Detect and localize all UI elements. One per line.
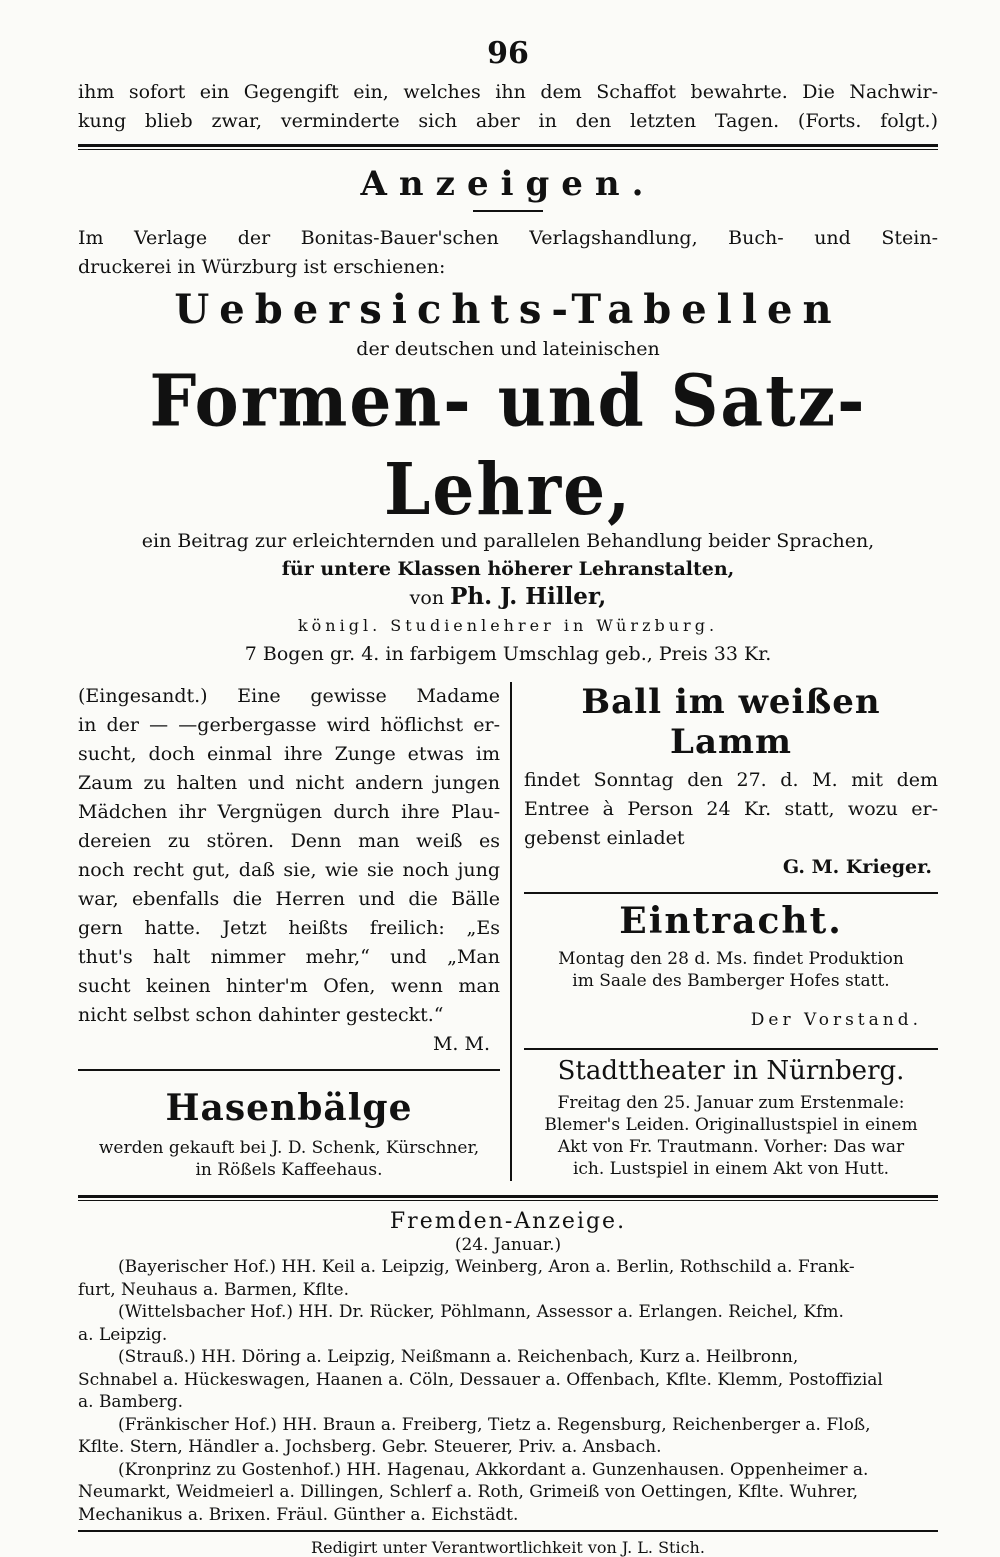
eingesandt-line: dereien zu stören. Denn man weiß es: [78, 830, 500, 852]
stadttheater-line: Akt von Fr. Trautmann. Vorher: Das war: [557, 1137, 905, 1157]
ball-line: Entree à Person 24 Kr. statt, wozu er-: [524, 798, 938, 820]
eingesandt-line: Zaum zu halten und nicht andern jungen: [78, 772, 500, 794]
newspaper-page: [78, 30, 938, 1557]
hasenbaelge-line: in Rößels Kaffeehaus.: [195, 1160, 383, 1180]
fremden-entry-line: (Bayerischer Hof.) HH. Keil a. Leipzig, Weinberg, Aron a. Berlin, Rothschild a. Frank-: [118, 1257, 855, 1277]
ball-signature: G. M. Krieger.: [782, 856, 932, 878]
fremden-entry-line: Kflte. Stern, Händler a. Jochsberg. Gebr. Steuerer, Priv. a. Ansbach.: [78, 1437, 662, 1457]
fremden-heading: Fremden-Anzeige.: [389, 1209, 627, 1234]
divider: [78, 144, 938, 150]
eingesandt-line: thut's halt nimmer mehr,“ und „Man: [78, 946, 500, 968]
verlag-line: druckerei in Würzburg ist erschienen:: [78, 256, 446, 278]
book-title-main: Formen- und Satz-Lehre,: [149, 358, 867, 532]
book-subtitle: ein Beitrag zur erleichternden und parallelen Behandlung beider Sprachen,: [141, 530, 875, 552]
hasenbaelge-heading: Hasenbälge: [165, 1087, 413, 1129]
book-author-line: [78, 583, 938, 612]
eingesandt-line: nicht selbst schon dahinter gesteckt.“: [78, 1004, 444, 1026]
author-prefix: von: [409, 587, 445, 609]
ball-line: gebenst einladet: [524, 827, 685, 849]
fremden-entry-line: a. Leipzig.: [78, 1324, 168, 1345]
editor-footer: Redigirt unter Verantwortlichkeit von J. L. Stich.: [311, 1538, 705, 1557]
book-title-line2: der deutschen und lateinischen: [356, 338, 660, 360]
eingesandt-line: in der — —gerbergasse wird höflichst er-: [78, 714, 500, 736]
fremden-entry-line: (Fränkischer Hof.) HH. Braun a. Freiberg, Tietz a. Regensburg, Reichenberger a. Floß,: [118, 1414, 871, 1435]
eintracht-signature: Der Vorstand.: [750, 1010, 922, 1030]
stadttheater-line: Blemer's Leiden. Originallustspiel in einem: [544, 1115, 918, 1135]
fremden-entry-line: Neumarkt, Weidmeierl a. Dillingen, Schlerf a. Roth, Grimeiß von Oettingen, Kflte. Wuhrer,: [78, 1482, 859, 1502]
eintracht-line: im Saale des Bamberger Hofes statt.: [572, 971, 890, 991]
left-column: [78, 682, 510, 1181]
fremden-date: (24. Januar.): [454, 1235, 562, 1255]
eingesandt-line: gern hatte. Jetzt heißts freilich: „Es: [78, 917, 500, 939]
fremden-entry-line: (Kronprinz zu Gostenhof.) HH. Hagenau, Akkordant a. Gunzenhausen. Oppenheimer a.: [118, 1459, 869, 1480]
stadttheater-line: ich. Lustspiel in einem Akt von Hutt.: [572, 1159, 890, 1179]
eingesandt-line: war, ebenfalls die Herren und die Bälle: [78, 888, 500, 910]
intro-line: ihm sofort ein Gegengift ein, welches ihn dem Schaffot bewahrte. Die Nachwir-: [78, 81, 938, 103]
eintracht-heading: Eintracht.: [619, 900, 843, 942]
stadttheater-line: Freitag den 25. Januar zum Erstenmale:: [557, 1093, 905, 1113]
hasenbaelge-line: werden gekauft bei J. D. Schenk, Kürschner,: [98, 1138, 480, 1158]
ball-line: findet Sonntag den 27. d. M. mit dem: [524, 769, 938, 791]
stadttheater-heading: Stadttheater in Nürnberg.: [557, 1056, 905, 1086]
anzeigen-heading: Anzeigen.: [360, 164, 656, 204]
eingesandt-line: Mädchen ihr Vergnügen durch ihre Plau-: [78, 801, 500, 823]
eingesandt-signature: M. M.: [432, 1033, 490, 1055]
fremden-entry-line: (Strauß.) HH. Döring a. Leipzig, Neißmann a. Reichenbach, Kurz a. Heilbronn,: [118, 1347, 799, 1367]
book-subtitle-bold: für untere Klassen höherer Lehranstalten,: [281, 558, 735, 580]
book-price: 7 Bogen gr. 4. in farbigem Umschlag geb., Preis 33 Kr.: [244, 643, 772, 665]
right-column: [510, 682, 938, 1181]
divider: [524, 892, 938, 894]
fremden-entry-line: furt, Neuhaus a. Barmen, Kflte.: [78, 1279, 350, 1300]
divider: [524, 1048, 938, 1050]
verlag-line: Im Verlage der Bonitas-Bauer'schen Verlagshandlung, Buch- und Stein-: [78, 227, 938, 249]
intro-line: kung blieb zwar, verminderte sich aber in den letzten Tagen. (Forts. folgt.): [78, 110, 938, 132]
two-column-ads: [78, 682, 938, 1181]
fremden-entry-line: a. Bamberg.: [78, 1392, 184, 1412]
fremden-entry-line: Schnabel a. Hückeswagen, Haanen a. Cöln, Dessauer a. Offenbach, Kflte. Klemm, Postoffizial: [78, 1369, 883, 1390]
eingesandt-line: noch recht gut, daß sie, wie sie noch jung: [78, 859, 500, 881]
short-divider: [473, 210, 543, 212]
fremden-entry-line: Mechanikus a. Brixen. Fräul. Günther a. Eichstädt.: [78, 1504, 519, 1525]
page-number: 96: [487, 36, 529, 71]
divider: [78, 1069, 500, 1071]
eingesandt-line: sucht keinen hinter'm Ofen, wenn man: [78, 975, 500, 997]
eingesandt-line: sucht, doch einmal ihre Zunge etwas im: [78, 743, 500, 765]
divider: [78, 1195, 938, 1201]
eingesandt-line: (Eingesandt.) Eine gewisse Madame: [78, 685, 500, 707]
book-title-tabellen: Uebersichts-Tabellen: [174, 286, 842, 333]
author-name: Ph. J. Hiller,: [450, 583, 607, 610]
fremden-entry-line: (Wittelsbacher Hof.) HH. Dr. Rücker, Pöhlmann, Assessor a. Erlangen. Reichel, Kfm.: [118, 1302, 844, 1322]
eintracht-line: Montag den 28 d. Ms. findet Produktion: [558, 949, 904, 969]
divider: [78, 1530, 938, 1532]
author-role: königl. Studienlehrer in Würzburg.: [297, 616, 719, 635]
ball-heading: Ball im weißen Lamm: [581, 682, 881, 762]
